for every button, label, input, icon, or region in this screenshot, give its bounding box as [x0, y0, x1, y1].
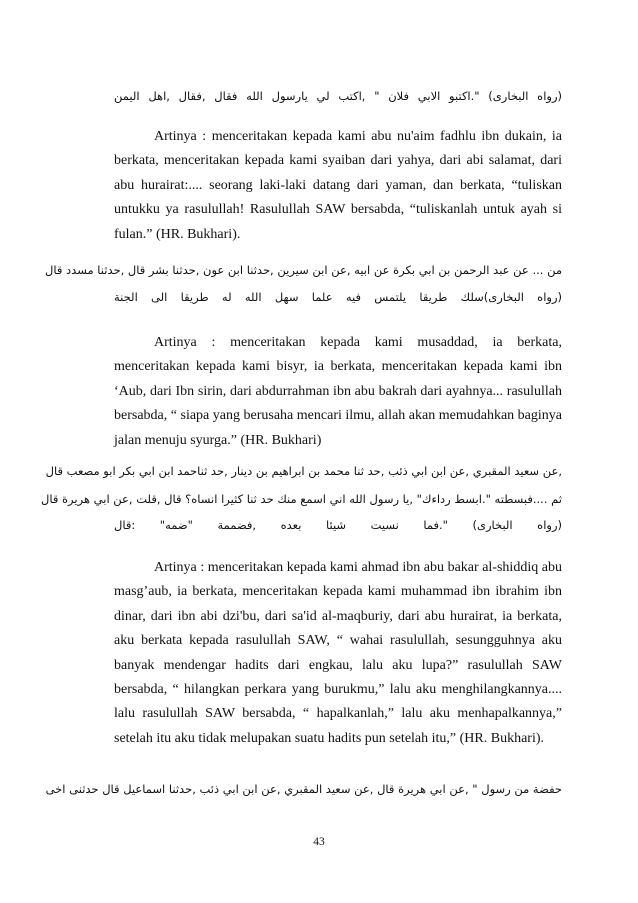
- page-number: 43: [313, 836, 325, 848]
- arabic-hadith-line: (رواه البخارى) ".فما نسيت شيئا بعده ,فضممة "ضمه" :قال: [114, 518, 562, 532]
- translation-paragraph: Artinya : menceritakan kepada kami ahmad ibn abu bakar al-shiddiq abu masg’aub, ia berkata, menceritakan kepada kami muhammad ibn ibrahim ibn dinar, dari ibn abi dzi'bu, dari sa'id al-maqburiy, dari abu hurairat, ia berkata, aku berkata kepada rasulullah SAW, “ wahai rasulullah, sesungguhnya aku banyak mendengar hadits dari engkau, lalu aku lupa?” rasulullah SAW bersabda, “ hilangkan perkara yang burukmu,” lalu aku menghilangkannya.... lalu rasulullah SAW bersabda, “ hapalkanlah,” lalu aku menhapalkannya,” setelah itu aku tidak melupakan suatu hadits pun setelah itu,” (HR. Bukhari).: [114, 560, 562, 746]
- translation-paragraph: Artinya : menceritakan kepada kami musaddad, ia berkata, menceritakan kepada kami bisyr, ia berkata, menceritakan kepada kami ibn ‘Aub, dari Ibn sirin, dari abdurrahman ibn abu bakrah dari ayahnya... rasulullah bersabda, “ siapa yang berusaha mencari ilmu, allah akan memudahkan baginya jalan menuju syurga.” (HR. Bukhari): [114, 335, 562, 448]
- arabic-hadith-line: ,عن سعيد المقبري ,عن ابن ابي ذئب ,حد ثنا محمد بن ابراهيم بن دينار ,حد ثناحمد ابن ابي بكر ابو مصعب قال: [45, 464, 562, 478]
- arabic-hadith-line: حفضة من رسول " ,عن ابي هريرة قال ,عن سعيد المقبري ,عن ابن ابي ذئب ,حدثنا اسماعيل قال حدثنى اخى: [45, 782, 562, 796]
- arabic-hadith-line: (رواه البخارى)سلك طريقا يلتمس فيه علما سهل الله له طريقا الى الجنة: [114, 290, 562, 304]
- arabic-hadith-line: من ... عن عبد الرحمن بن ابي بكرة عن ابيه ,عن ابن سيرين ,حدثنا ابن عون ,حدثنا بشر قال ,حدثنا مسدد قال: [45, 263, 562, 277]
- arabic-hadith-line: ثم ....فبسطته ".ابسط رداءك" ,يا رسول الله اني اسمع منك حد ثنا كثيرا انساه؟ قال ,قلت ,عن ابي هريرة قال: [41, 492, 562, 506]
- arabic-hadith-line: (رواه البخارى) ".اكتبو الابي فلان " ,اكتب لي يارسول الله فقال ,فقال ,اهل اليمن: [114, 89, 562, 103]
- translation-paragraph: Artinya : menceritakan kepada kami abu nu'aim fadhlu ibn dukain, ia berkata, menceritakan kepada kami syaiban dari yahya, dari abi salamat, dari abu hurairat:.... seorang laki-laki datang dari yaman, dan berkata, “tuliskan untukku ya rasulullah! Rasulullah SAW bersabda, “tuliskanlah untuk ayah si fulan.” (HR. Bukhari).: [114, 129, 562, 242]
